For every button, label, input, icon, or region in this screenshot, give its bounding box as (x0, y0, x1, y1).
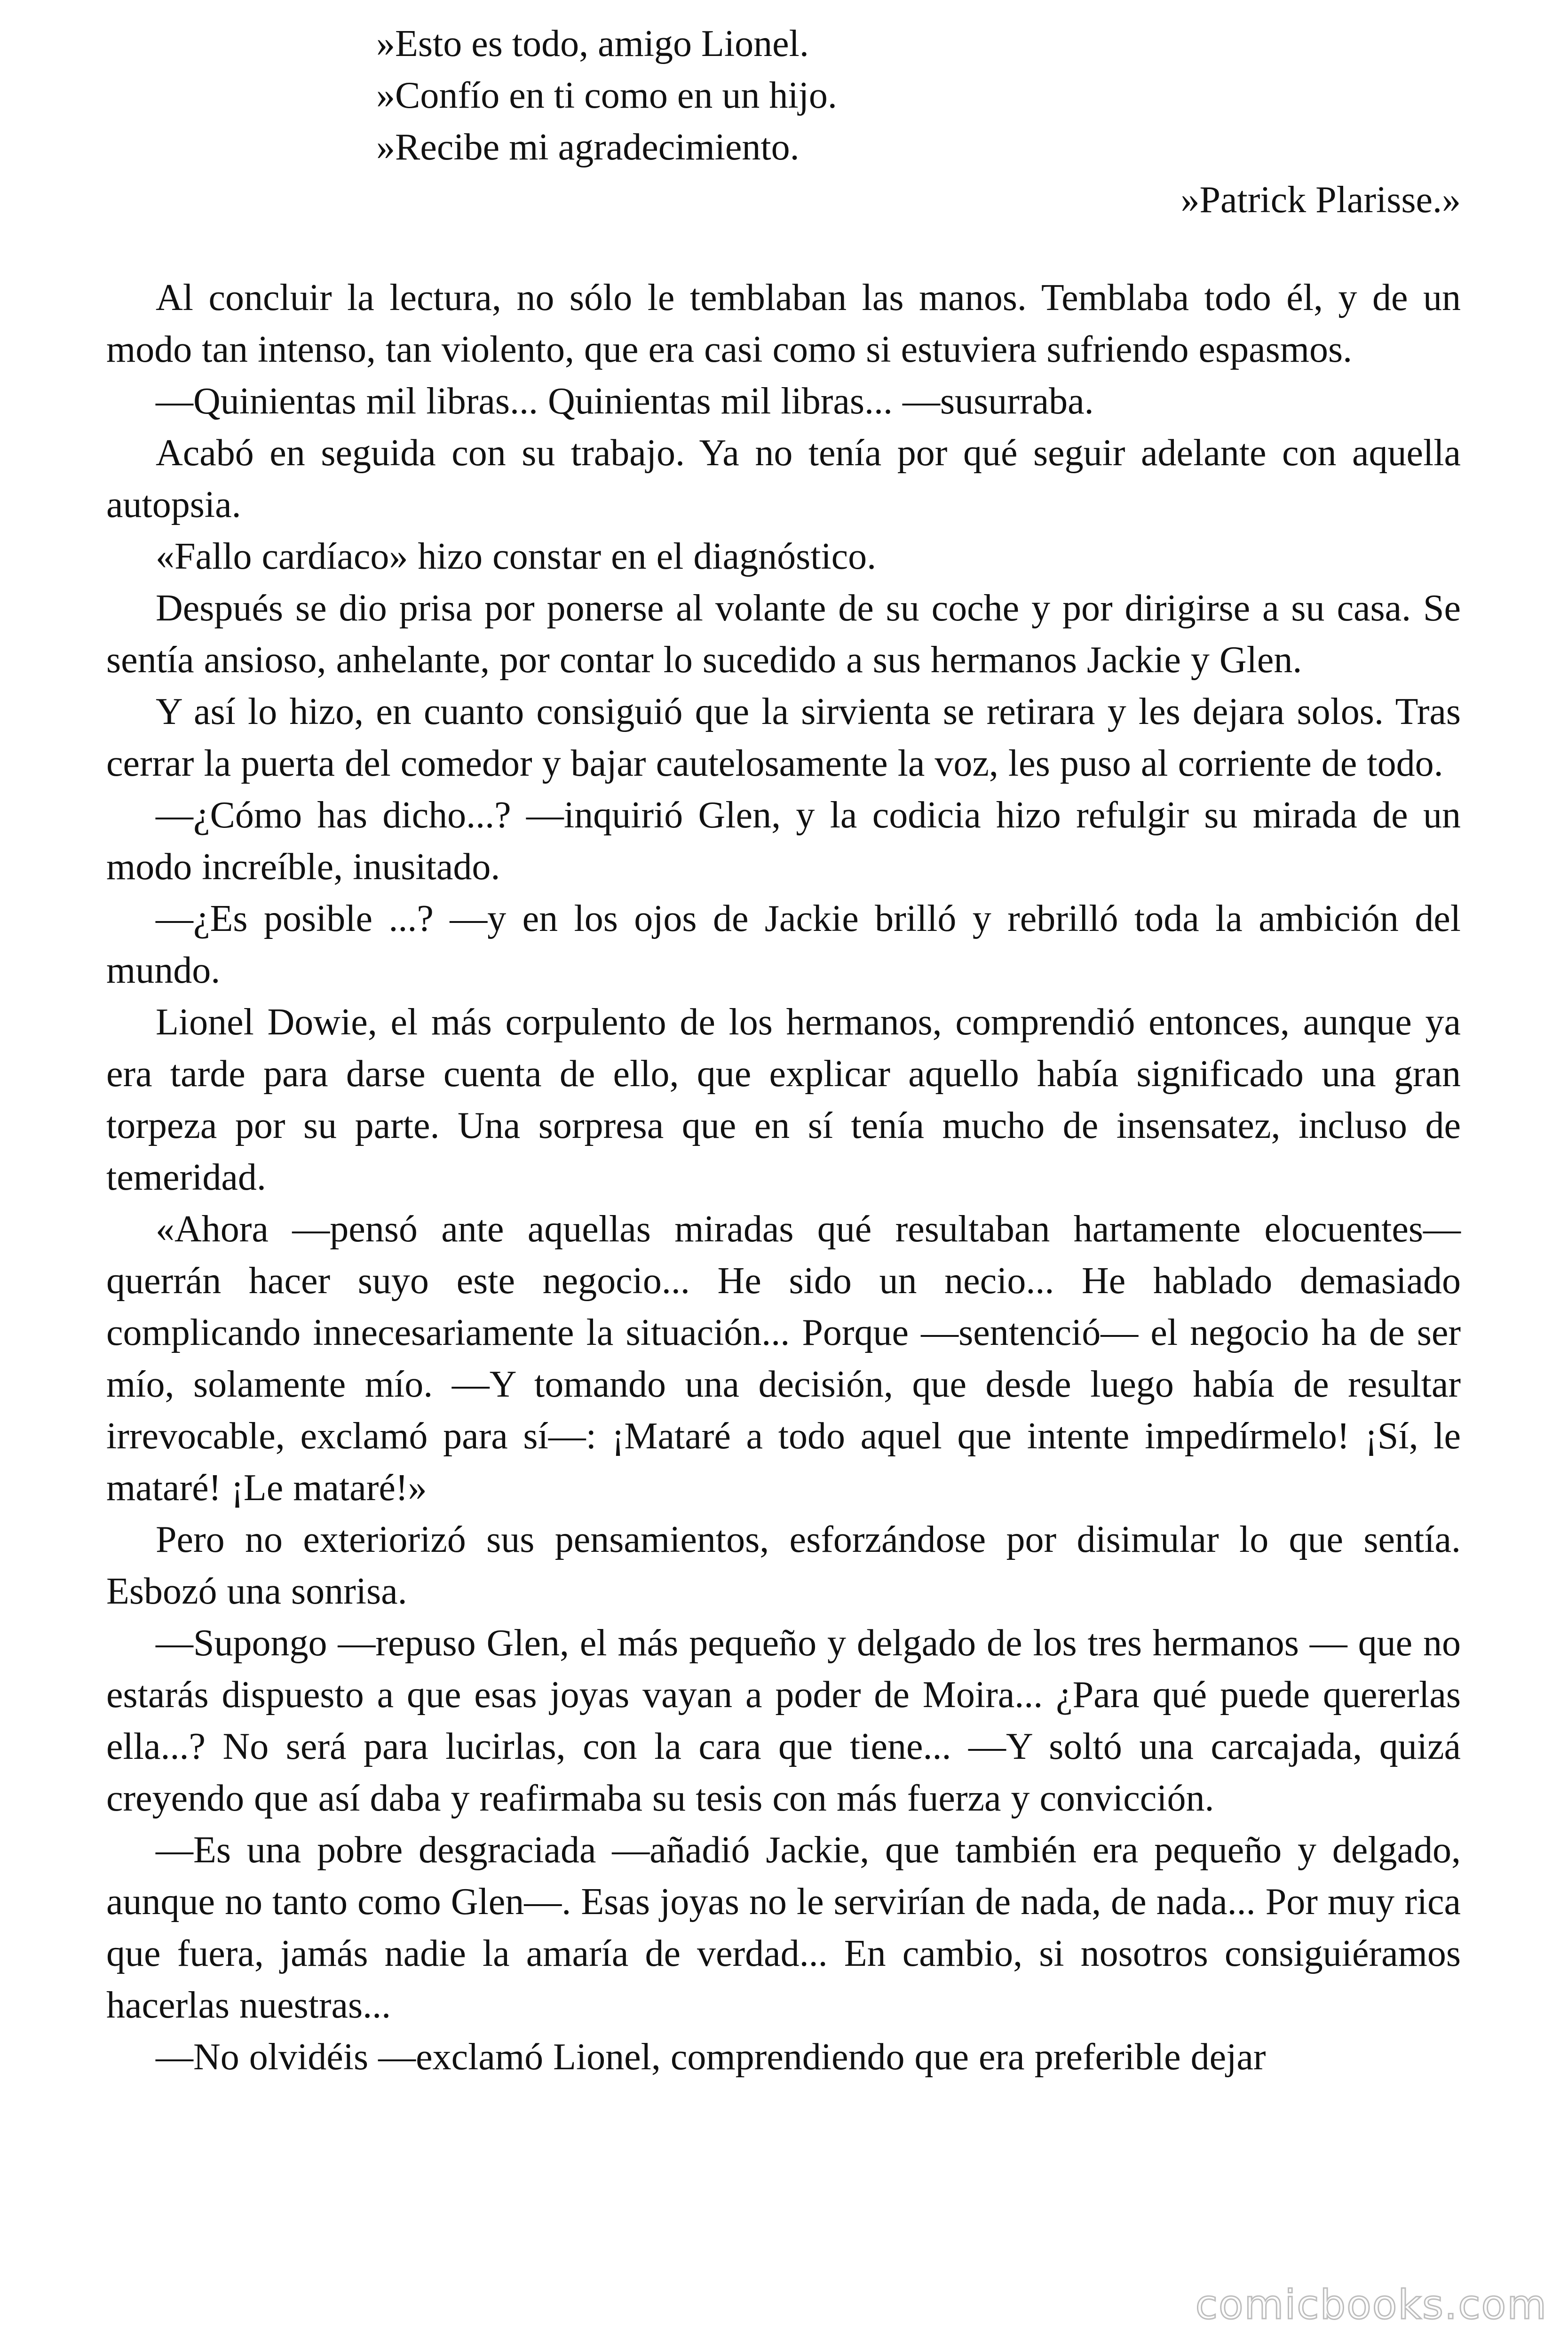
paragraph: «Fallo cardíaco» hizo constar en el diagnóstico. (156, 536, 877, 577)
paragraph: Y así lo hizo, en cuanto consiguió que la sirvienta se retirara y les dejara solos. Tras cerrar la puerta del comedor y bajar cautelosamente la voz, les puso al corriente de todo. (106, 691, 1461, 784)
paragraph: —Es una pobre desgraciada —añadió Jackie, que también era pequeño y delgado, aunque no tanto como Glen—. Esas joyas no le servirían de nada, de nada... Por muy rica que fuera, jamás nadie la amaría de verdad... En cambio, si nosotros consiguiéramos hacerlas nuestras... (106, 1829, 1461, 2026)
paragraph: —No olvidéis —exclamó Lionel, comprendiendo que era preferible dejar (156, 2036, 1266, 2078)
body-text (106, 272, 1461, 2083)
letter-line: »Confío en ti como en un hijo. (376, 75, 837, 116)
watermark: comicbooks.com (1195, 2281, 1547, 2328)
paragraph: «Ahora —pensó ante aquellas miradas qué resultaban hartamente elocuentes— querrán hacer suyo este negocio... He sido un necio... He hablado demasiado complicando innecesariamente la situación... Porque —sentenció— el negocio ha de ser mío, solamente mío. —Y tomando una decisión, que desde luego había de resultar irrevocable, exclamó para sí—: ¡Mataré a todo aquel que intente impedírmelo! ¡Sí, le mataré! ¡Le mataré!» (106, 1208, 1461, 1509)
letter-line: »Esto es todo, amigo Lionel. (376, 23, 809, 64)
paragraph: —Supongo —repuso Glen, el más pequeño y delgado de los tres hermanos — que no estarás dispuesto a que esas joyas vayan a poder de Moira... ¿Para qué puede quererlas ella...? No será para lucirlas, con la cara que tiene... —Y soltó una carcajada, quizá creyendo que así daba y reafirmaba su tesis con más fuerza y convicción. (106, 1622, 1461, 1819)
paragraph: Pero no exteriorizó sus pensamientos, esforzándose por disimular lo que sentía. Esbozó una sonrisa. (106, 1519, 1461, 1612)
letter-line: »Recibe mi agradecimiento. (376, 127, 800, 168)
letter-closing (376, 18, 1458, 173)
paragraph: Al concluir la lectura, no sólo le temblaban las manos. Temblaba todo él, y de un modo tan intenso, tan violento, que era casi como si estuviera sufriendo espasmos. (106, 277, 1461, 370)
paragraph: —¿Es posible ...? —y en los ojos de Jackie brilló y rebrilló toda la ambición del mundo. (106, 898, 1461, 991)
letter-signature: »Patrick Plarisse.» (1180, 179, 1461, 221)
paragraph: —Quinientas mil libras... Quinientas mil libras... —susurraba. (156, 381, 1094, 422)
paragraph: —¿Cómo has dicho...? —inquirió Glen, y la codicia hizo refulgir su mirada de un modo increíble, inusitado. (106, 795, 1461, 888)
paragraph: Acabó en seguida con su trabajo. Ya no tenía por qué seguir adelante con aquella autopsia. (106, 432, 1461, 525)
paragraph: Después se dio prisa por ponerse al volante de su coche y por dirigirse a su casa. Se sentía ansioso, anhelante, por contar lo sucedido a sus hermanos Jackie y Glen. (106, 588, 1461, 681)
paragraph: Lionel Dowie, el más corpulento de los hermanos, comprendió entonces, aunque ya era tarde para darse cuenta de ello, que explicar aquello había significado una gran torpeza por su parte. Una sorpresa que en sí tenía mucho de insensatez, incluso de temeridad. (106, 1001, 1461, 1198)
